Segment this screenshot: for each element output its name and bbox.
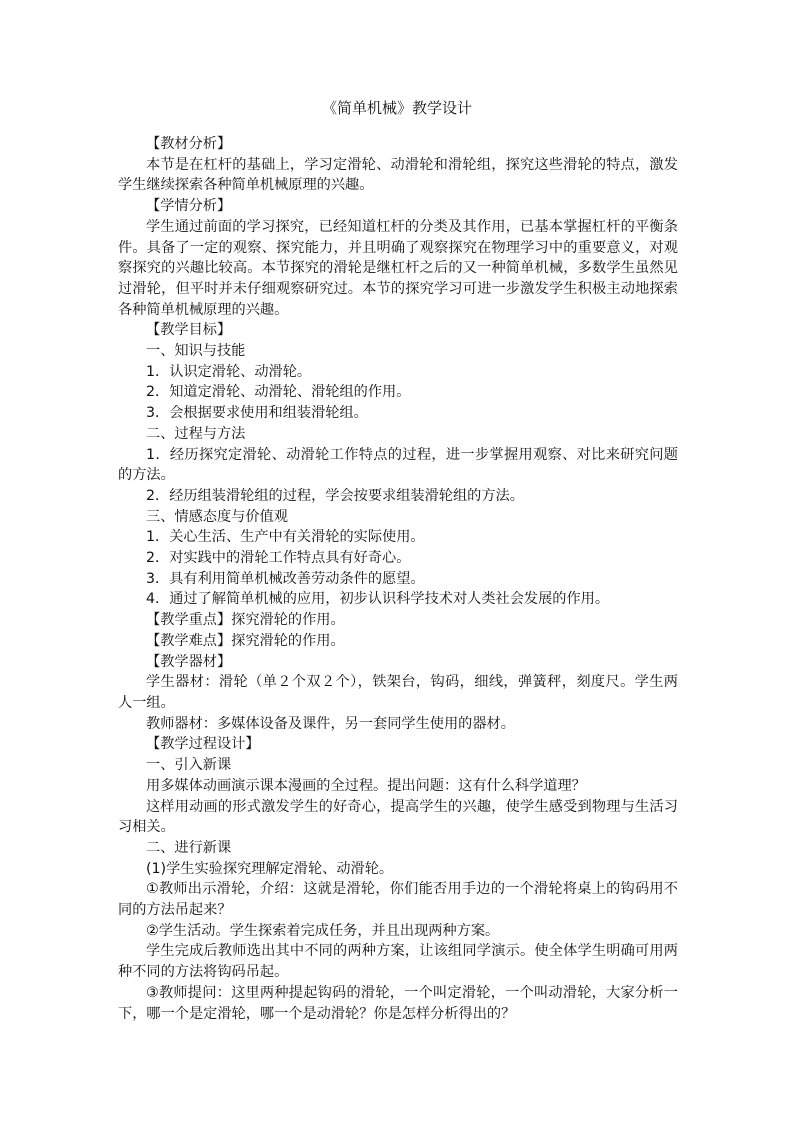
list-item: 2．经历组装滑轮组的过程，学会按要求组装滑轮组的方法。 <box>146 487 524 504</box>
paragraph: 教师器材：多媒体设备及课件，另一套同学生使用的器材。 <box>146 715 515 732</box>
subsection-heading: 一、知识与技能 <box>146 343 246 360</box>
list-item: 2．对实践中的滑轮工作特点具有好奇心。 <box>146 550 411 567</box>
list-item: 3．具有利用简单机械改善劳动条件的愿望。 <box>146 570 425 587</box>
list-item: 1．认识定滑轮、动滑轮。 <box>146 363 312 380</box>
paragraph: 这样用动画的形式激发学生的好奇心，提高学生的兴趣，使学生感受到物理与生活习习相关。 <box>118 798 678 836</box>
paragraph: 用多媒体动画演示课本漫画的全过程。提出问题：这有什么科学道理？ <box>146 777 586 794</box>
section-heading: 【教学难点】探究滑轮的作用。 <box>146 632 345 649</box>
paragraph: 本节是在杠杆的基础上，学习定滑轮、动滑轮和滑轮组，探究这些滑轮的特点，激发学生继续探索各种简单机械原理的兴趣。 <box>118 156 678 194</box>
section-heading: 【教学器材】 <box>146 653 232 670</box>
paragraph: ②学生活动。学生探索着完成任务，并且出现两种方案。 <box>146 922 500 939</box>
paragraph: ①教师出示滑轮，介绍：这就是滑轮，你们能否用手边的一个滑轮将桌上的钩码用不同的方法吊起来？ <box>118 881 678 919</box>
document-body <box>118 134 678 1024</box>
section-heading: 【学情分析】 <box>146 198 232 215</box>
section-heading: 【教材分析】 <box>146 136 232 152</box>
subsection-heading: 一、引入新课 <box>146 757 232 774</box>
list-item: 4．通过了解简单机械的应用，初步认识科学技术对人类社会发展的作用。 <box>146 591 610 608</box>
section-heading: 【教学过程设计】 <box>146 736 260 753</box>
paragraph: (1)学生实验探究理解定滑轮、动滑轮。 <box>146 860 394 877</box>
subsection-heading: 二、进行新课 <box>146 839 232 856</box>
list-item: 3．会根据要求使用和组装滑轮组。 <box>146 405 368 422</box>
section-heading: 【教学重点】探究滑轮的作用。 <box>146 612 345 629</box>
list-item: 1．经历探究定滑轮、动滑轮工作特点的过程，进一步掌握用观察、对比来研究问题的方法。 <box>118 446 678 484</box>
subsection-heading: 三、情感态度与价值观 <box>146 508 288 525</box>
paragraph: 学生器材：滑轮（单２个双２个），铁架台，钩码，细线，弹簧秤，刻度尺。学生两人一组。 <box>118 674 678 711</box>
subsection-heading: 二、过程与方法 <box>146 425 246 442</box>
paragraph: ③教师提问：这里两种提起钩码的滑轮，一个叫定滑轮，一个叫动滑轮，大家分析一下，哪一个是定滑轮，哪一个是动滑轮？你是怎样分析得出的？ <box>118 984 678 1022</box>
list-item: 1．关心生活、生产中有关滑轮的实际使用。 <box>146 529 425 546</box>
section-heading: 【教学目标】 <box>146 322 232 339</box>
list-item: 2．知道定滑轮、动滑轮、滑轮组的作用。 <box>146 384 411 401</box>
paragraph: 学生通过前面的学习探究，已经知道杠杆的分类及其作用，已基本掌握杠杆的平衡条件。具备了一定的观察、探究能力，并且明确了观察探究在物理学习中的重要意义，对观察探究的兴趣比较高。本节探究的滑轮是继杠杆之后的又一种简单机械，多数学生虽然见过滑轮，但平时并未仔细观察研究过。本节的探究学习可进一步激发学生积极主动地探索各种简单机械原理的兴趣。 <box>118 218 678 318</box>
paragraph: 学生完成后教师选出其中不同的两种方案，让该组同学演示。使全体学生明确可用两种不同的方法将钩码吊起。 <box>118 943 678 981</box>
document-title: 《简单机械》教学设计 <box>321 99 472 117</box>
